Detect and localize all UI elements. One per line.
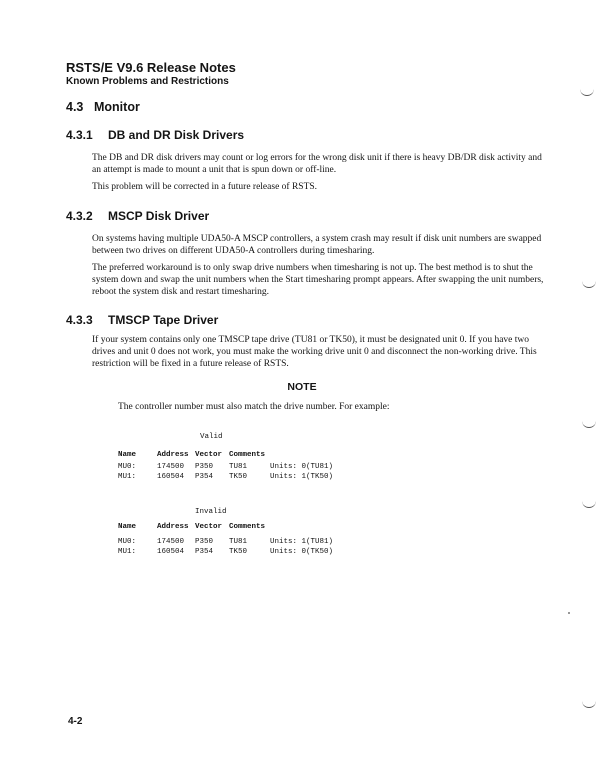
table-cell-comment: Units: 1(TK50) xyxy=(270,473,334,481)
paragraph-db-dr-1: The DB and DR disk drivers may count or log errors for the wrong disk unit if there is heavy DB/DR disk activity and an attempt is made to mount a unit that is spun down or off-line. xyxy=(92,153,542,175)
table-cell-address: 160504 xyxy=(157,473,185,481)
table-cell-device: TU81 xyxy=(229,463,248,471)
table-cell-device: TK50 xyxy=(229,548,248,556)
table-cell-vector: P350 xyxy=(195,463,214,471)
table-cell-name: MU1: xyxy=(118,548,137,556)
table-caption: Valid xyxy=(200,433,223,441)
note-text: The controller number must also match the drive number. For example: xyxy=(118,402,390,412)
column-header-name: Name xyxy=(118,523,137,531)
column-header-vector: Vector xyxy=(195,523,223,531)
section-number: 4.3 xyxy=(66,100,84,114)
table-cell-comment: Units: 1(TU81) xyxy=(270,538,334,546)
section-number: 4.3.1 xyxy=(66,128,93,142)
table-cell-vector: P350 xyxy=(195,538,214,546)
table-cell-vector: P354 xyxy=(195,548,214,556)
paragraph-mscp-1: On systems having multiple UDA50-A MSCP controllers, a system crash may result if disk unit numbers are swapped between two drives on different UDA50-A controllers during timesharing. xyxy=(92,234,542,256)
table-caption: Invalid xyxy=(195,508,227,516)
column-header-name: Name xyxy=(118,451,137,459)
table-cell-name: MU0: xyxy=(118,463,137,471)
column-header-comments: Comments xyxy=(229,523,266,531)
table-cell-address: 174500 xyxy=(157,538,185,546)
speck xyxy=(568,612,570,614)
table-cell-address: 160504 xyxy=(157,548,185,556)
table-cell-device: TU81 xyxy=(229,538,248,546)
column-header-vector: Vector xyxy=(195,451,223,459)
section-number: 4.3.3 xyxy=(66,313,93,327)
section-title: DB and DR Disk Drivers xyxy=(108,128,245,142)
page-number: 4-2 xyxy=(68,716,83,727)
column-header-comments: Comments xyxy=(229,451,266,459)
paragraph-tmscp-1: If your system contains only one TMSCP tape drive (TU81 or TK50), it must be designated unit 0. If you have two drives and unit 0 does not work, you must make the working drive unit 0 and disconnect the non-working drive. This restriction will be fixed in a future release of RSTS. xyxy=(92,335,537,369)
table-cell-vector: P354 xyxy=(195,473,214,481)
table-cell-name: MU1: xyxy=(118,473,137,481)
table-cell-name: MU0: xyxy=(118,538,137,546)
table-cell-comment: Units: 0(TU81) xyxy=(270,463,334,471)
column-header-address: Address xyxy=(157,523,189,531)
section-number: 4.3.2 xyxy=(66,209,93,223)
section-title: MSCP Disk Driver xyxy=(108,209,210,223)
table-cell-address: 174500 xyxy=(157,463,185,471)
document-title: RSTS/E V9.6 Release Notes xyxy=(66,60,236,75)
note-heading: NOTE xyxy=(287,381,317,393)
column-header-address: Address xyxy=(157,451,189,459)
section-title: TMSCP Tape Driver xyxy=(108,313,219,327)
document-subtitle: Known Problems and Restrictions xyxy=(66,76,229,87)
paragraph-db-dr-2: This problem will be corrected in a future release of RSTS. xyxy=(92,182,318,192)
section-title: Monitor xyxy=(94,100,140,114)
table-cell-comment: Units: 0(TK50) xyxy=(270,548,334,556)
paragraph-mscp-2: The preferred workaround is to only swap drive numbers when timesharing is not up. The best method is to shut the system down and swap the unit numbers when the Start timesharing prompt appears. After swapping the unit numbers, reboot the system disk and restart timesharing. xyxy=(92,263,544,297)
table-cell-device: TK50 xyxy=(229,473,248,481)
